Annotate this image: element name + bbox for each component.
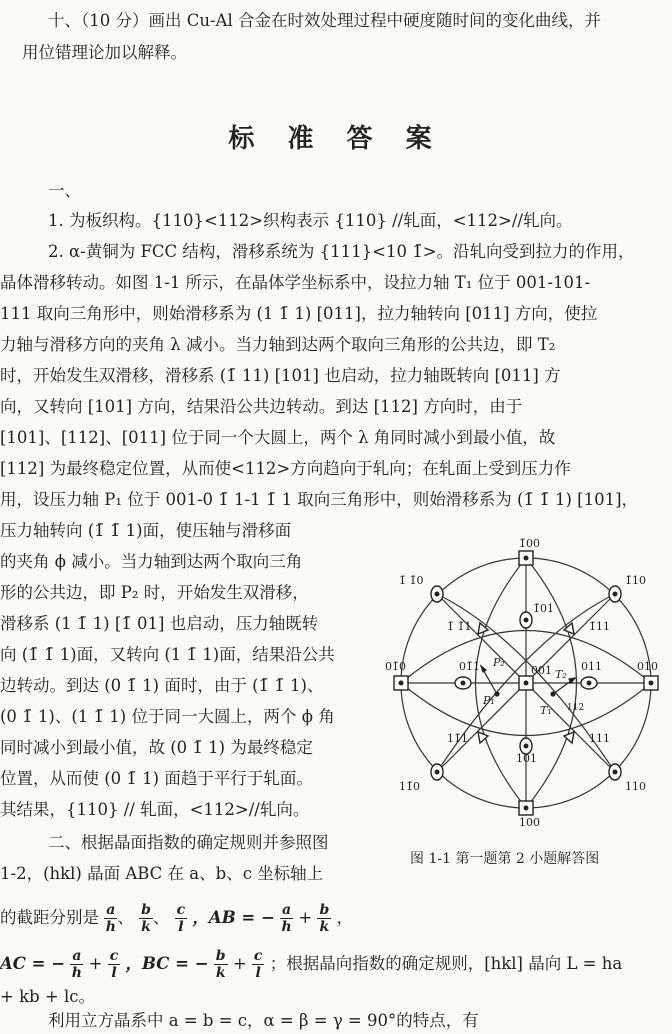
answer-line-4: 111 取向三角形中，则始滑移系为 (1 1̄ 1) [011]，拉力轴转向 [011] 方向，使拉 (0, 304, 598, 323)
section-2-line-6: 利用立方晶系中 a = b = c，α = β = γ = 90°的特点，有 (48, 1011, 479, 1030)
answer-line-7: 向，又转向 [101] 方向，结果沿公共边转动。到达 [112] 方向时，由于 (0, 397, 523, 416)
fraction-c-l (252, 948, 265, 981)
fraction-denominator: l (178, 919, 184, 935)
fraction-denominator: l (111, 965, 117, 981)
answer-line-12: 的夹角 ϕ 减小。当力轴到达两个取向三角 (0, 552, 303, 571)
answer-line-17: (0 1̄ 1)、(1 1̄ 1) 位于同一大圆上，两个 ϕ 角 (0, 707, 335, 726)
question-10-line-2: 用位错理论加以解释。 (22, 43, 187, 62)
section-2-line-2: 1-2，(hkl) 晶面 ABC 在 a、b、c 坐标轴上 (0, 864, 324, 883)
answer-line-10: 用，设压力轴 P₁ 位于 001-0 1̄ 1-1 1̄ 1 取向三角形中，则始滑移系为 (1̄ 1̄ 1) [101]， (0, 490, 639, 509)
label-011-left: 01̄1 (459, 660, 480, 673)
fraction-denominator: k (215, 965, 226, 981)
fraction-numerator: b (215, 948, 226, 964)
fraction-denominator: h (71, 965, 82, 981)
fraction-denominator: h (105, 919, 116, 935)
answer-line-13: 形的公共边，即 P₂ 时，开始发生双滑移， (0, 583, 309, 602)
answer-line-16: 边转动。到达 (0 1̄ 1) 面时，由于 (1̄ 1̄ 1)、 (0, 676, 324, 695)
label-100-bottom: 100 (519, 816, 540, 828)
fraction-numerator: b (319, 902, 330, 918)
answer-line-8: [101]、[112]、[011] 位于同一个大圆上，两个 λ 角同时减小到最小值，故 (0, 428, 556, 447)
section-2-line-4 (0, 944, 622, 984)
label-001-center: 001 (531, 664, 552, 677)
label-101-down: 101 (516, 752, 537, 765)
fraction-numerator: a (72, 948, 82, 964)
fraction-numerator: a (282, 902, 292, 918)
label-100-top: 1̄00 (519, 538, 540, 550)
fraction-denominator: h (281, 919, 292, 935)
fraction-denominator: k (141, 919, 151, 935)
label-111-tr: 1̄11 (589, 620, 610, 633)
answer-line-2: 2. α-黄铜为 FCC 结构，滑移系统为 {111}<10 1̄>。沿轧向受到拉力的作用， (48, 242, 635, 261)
label-110-tr: 1̄10 (625, 574, 646, 587)
plus-sign: + (232, 954, 252, 973)
section-2-line-1: 二、根据晶面指数的确定规则并参照图 (48, 833, 329, 852)
label-010-right: 010 (637, 660, 658, 673)
stereographic-projection-figure (385, 538, 667, 828)
label-101-up: 1̄01 (533, 602, 554, 615)
label-110-tl: 1̄ 1̄0 (399, 574, 424, 587)
comma: ， (336, 908, 353, 927)
answer-line-5: 力轴与滑移方向的夹角 λ 减小。当力轴到达两个取向三角形的公共边，即 T₂ (0, 335, 556, 354)
fraction-denominator: l (255, 965, 261, 981)
plus-sign: + (298, 908, 318, 927)
label-111-tl: 1̄ 1̄1 (447, 620, 472, 633)
plus-sign: + (88, 954, 108, 973)
bc-prefix: ，BC = − (125, 954, 209, 973)
section-2-line-5: + kb + lc。 (0, 987, 95, 1006)
ab-prefix: ，AB = − (192, 908, 275, 927)
label-010-left: 01̄0 (385, 660, 406, 673)
t1-point (551, 692, 555, 696)
answer-line-15: 向 (1̄ 1̄ 1)面，又转向 (1 1̄ 1)面，结果沿公共 (0, 645, 335, 664)
direction-rule-text: ；根据晶向指数的确定规则，[hkl] 晶向 L = ha (269, 954, 623, 973)
section-2-line-3 (0, 898, 353, 938)
label-110-br: 110 (625, 780, 646, 793)
answer-line-3: 晶体滑移转动。如图 1-1 所示，在晶体学坐标系中，设拉力轴 T₁ 位于 001-101- (0, 273, 591, 292)
intercepts-text: 的截距分别是 (0, 908, 99, 927)
label-t1: T₁ (540, 704, 552, 717)
question-10-line-1: 十、（10 分）画出 Cu-Al 合金在时效处理过程中硬度随时间的变化曲线，并 (48, 11, 601, 30)
section-1-heading: 一、 (48, 181, 81, 200)
answer-line-1: 1. 为板织构。{110}<112>织构表示 {110} //轧面，<112>//轧向。 (48, 211, 573, 230)
fraction-numerator: c (253, 948, 263, 964)
label-p1: P₁ (483, 694, 495, 707)
answer-line-9: [112] 为最终稳定位置，从而使<112>方向趋向于轧向；在轧面上受到压力作 (0, 459, 571, 478)
label-111-bl: 11̄1 (447, 732, 468, 745)
label-112: 112 (567, 703, 585, 713)
fraction-numerator: a (106, 902, 116, 918)
separator: 、 (117, 908, 134, 927)
fraction-a-h (280, 902, 293, 935)
fraction-c-l (175, 902, 188, 935)
separator: 、 (152, 908, 170, 927)
fraction-numerator: c (109, 948, 119, 964)
label-111-br: 111 (589, 732, 610, 745)
fraction-b-k (214, 948, 228, 981)
fraction-numerator: c (176, 902, 186, 918)
answer-line-19: 位置，从而使 (0 1̄ 1) 面趋于平行于轧面。 (0, 769, 313, 788)
answer-line-14: 滑移系 (1 1̄ 1) [1̄ 01] 也启动，压力轴既转 (0, 614, 319, 633)
fraction-a-h (104, 902, 117, 935)
ac-prefix: AC = − (0, 954, 66, 973)
fraction-b-k (139, 902, 153, 935)
figure-caption: 图 1-1 第一题第 2 小题解答图 (410, 851, 600, 867)
label-110-bl: 11̄0 (399, 780, 420, 793)
fraction-c-l (108, 948, 121, 981)
fraction-b-k (317, 902, 331, 935)
answer-line-20: 其结果，{110} // 轧面，<112>//轧向。 (0, 800, 310, 819)
answer-line-6: 时，开始发生双滑移，滑移系 (1̄ 11) [101] 也启动，拉力轴既转向 [011] 方 (0, 366, 561, 385)
label-011-right: 011 (581, 660, 602, 673)
answer-line-11: 压力轴转向 (1̄ 1̄ 1)面，使压轴与滑移面 (0, 521, 292, 540)
fraction-a-h (70, 948, 83, 981)
p1-point (495, 692, 499, 696)
p-arrowhead (481, 666, 486, 672)
label-t2: T₂ (555, 668, 567, 681)
page-title: 标 准 答 案 (228, 124, 444, 154)
answer-line-18: 同时减小到最小值，故 (0 1̄ 1) 为最终稳定 (0, 738, 313, 757)
fraction-numerator: b (141, 902, 151, 918)
fraction-denominator: k (319, 919, 330, 935)
label-p2: P₂ (493, 656, 505, 669)
